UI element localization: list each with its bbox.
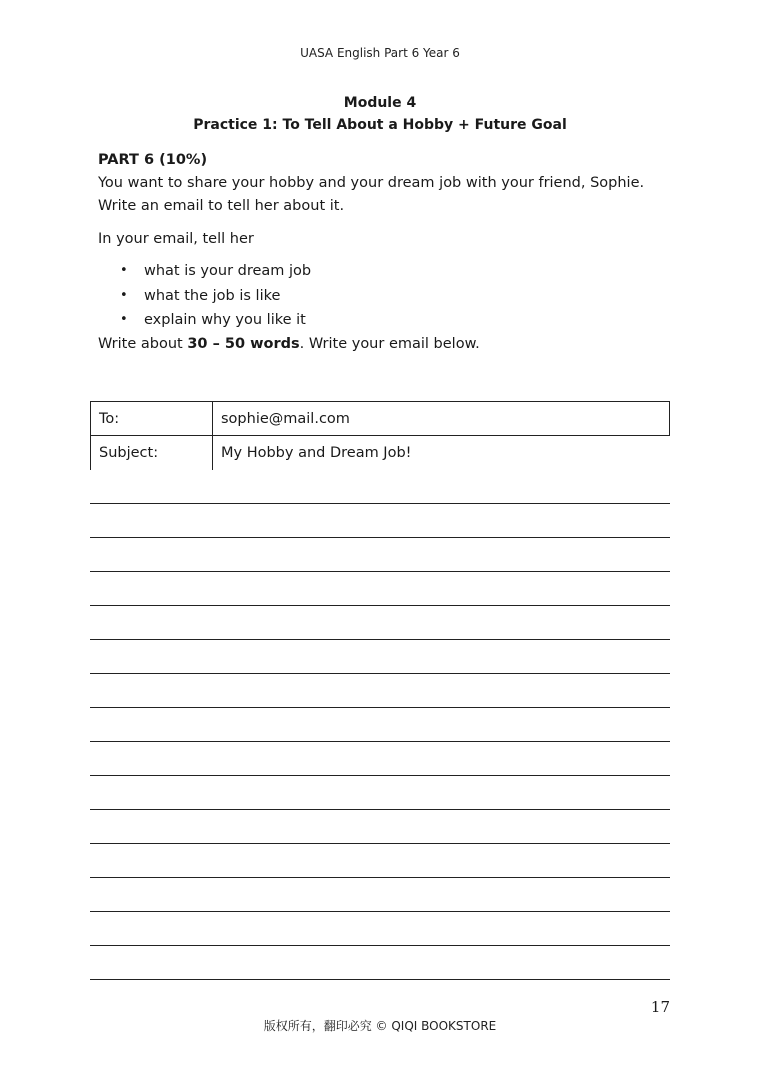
writing-line[interactable] [90, 538, 670, 572]
word-count-suffix: . Write your email below. [299, 335, 480, 352]
bullet-item: • explain why you like it [120, 308, 670, 333]
writing-area[interactable] [90, 470, 670, 980]
writing-line[interactable] [90, 504, 670, 538]
practice-title: Practice 1: To Tell About a Hobby + Future Goal [193, 117, 567, 133]
word-count-prefix: Write about [98, 335, 188, 352]
tell-her-text: In your email, tell her [98, 231, 254, 247]
email-header-table [90, 401, 670, 470]
page-header: UASA English Part 6 Year 6 [300, 46, 460, 60]
writing-line[interactable] [90, 776, 670, 810]
module-title: Module 4 [343, 95, 417, 111]
page-number: 17 [650, 998, 670, 1016]
subject-label: Subject: [91, 436, 213, 470]
to-label: To: [91, 402, 213, 436]
subject-row [91, 436, 670, 470]
writing-line[interactable] [90, 572, 670, 606]
writing-line[interactable] [90, 912, 670, 946]
task-instructions [98, 149, 670, 356]
writing-line[interactable] [90, 674, 670, 708]
copyright-footer: 版权所有，翻印必究 © QIQI BOOKSTORE [263, 1019, 497, 1033]
to-value: sophie@mail.com [213, 402, 670, 436]
writing-line[interactable] [90, 708, 670, 742]
writing-line[interactable] [90, 640, 670, 674]
word-count-range: 30 – 50 words [187, 335, 300, 352]
to-row [91, 402, 670, 436]
writing-line[interactable] [90, 946, 670, 980]
bullet-item: • what is your dream job [120, 259, 670, 284]
subject-value: My Hobby and Dream Job! [213, 436, 670, 470]
writing-line[interactable] [90, 470, 670, 504]
writing-line[interactable] [90, 878, 670, 912]
part-label: PART 6 (10%) [98, 152, 208, 168]
bullet-item: • what the job is like [120, 284, 670, 309]
bullet-list [120, 259, 670, 333]
writing-line[interactable] [90, 844, 670, 878]
writing-line[interactable] [90, 606, 670, 640]
word-count-instruction [98, 333, 670, 356]
writing-line[interactable] [90, 742, 670, 776]
writing-line[interactable] [90, 810, 670, 844]
task-intro: You want to share your hobby and your dream job with your friend, Sophie. Write an email to tell her about it. [98, 175, 645, 214]
